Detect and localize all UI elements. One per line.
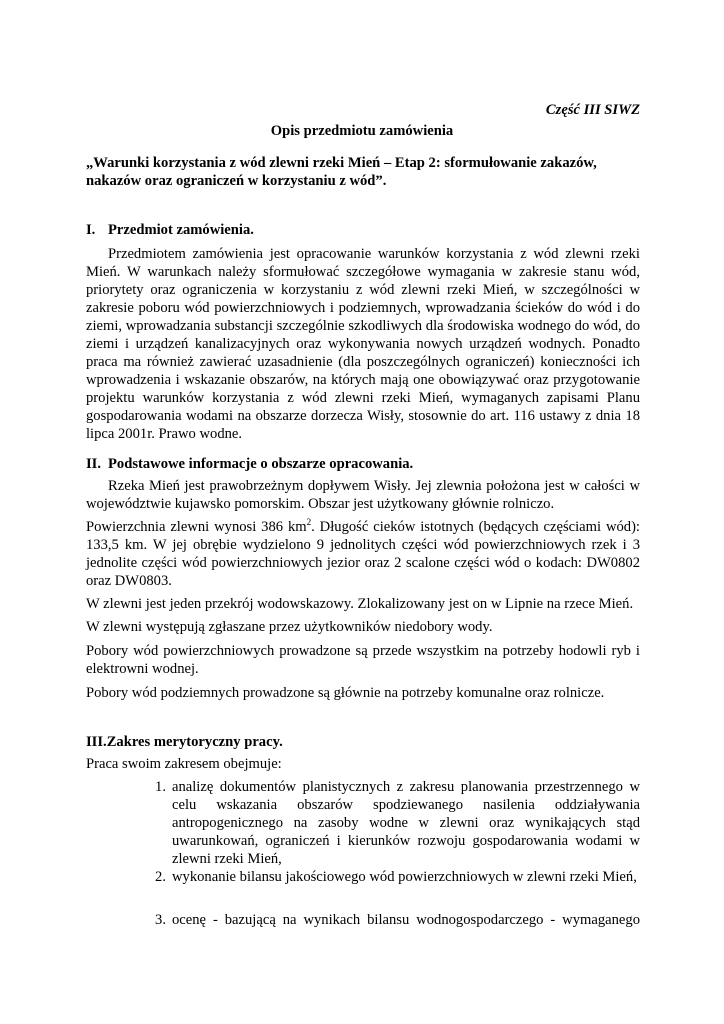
section-1-body: Przedmiotem zamówienia jest opracowanie warunków korzystania z wód zlewni rzeki Mień. W warunkach należy sformułować szczegółowe wymagania w zakresie stanu wód, priorytety oraz ograniczenia w korzystaniu z wód zlewni rzeki Mień, w szczególności w zakresie poboru wód powierzchniowych i podziemnych, wprowadzania ścieków do wód i do ziemi, wprowadzania substancji szczególnie szkodliwych dla środowiska wodnego do wód, do ziemi i urządzeń kanalizacyjnych oraz wykonywania nowych urządzeń wodnych. Ponadto praca ma również zawierać uzasadnienie (dla poszczególnych ograniczeń) konieczności ich wprowadzenia i wskazanie obszarów, na których mają one obowiązywać oraz przygotowanie projektu warunków korzystania z wód zlewni rzeki Mień, wymaganych zapisami Planu gospodarowania wodami na obszarze dorzecza Wisły, stosownie do art. 116 ustawy z dnia 18 lipca 2001r. Prawo wodne. <box>86 246 640 442</box>
section-3-title: Zakres merytoryczny pracy. <box>106 734 283 750</box>
list-item-number: 3. <box>155 912 166 928</box>
document-title: Opis przedmiotu zamówienia <box>270 123 454 139</box>
list-item <box>144 868 640 886</box>
section-2-paragraph-1: Rzeka Mień jest prawobrzeżnym dopływem Wisły. Jej zlewnia położona jest w całości w województwie kujawsko pomorskim. Obszar jest użytkowany głównie rolniczo. <box>86 478 640 512</box>
section-2-paragraph-4: W zlewni występują zgłaszane przez użytkowników niedobory wody. <box>86 619 493 635</box>
section-2-title: Podstawowe informacje o obszarze opracowania. <box>108 456 414 472</box>
section-2-number: II. <box>86 456 102 472</box>
list-item-text: wykonanie bilansu jakościowego wód powierzchniowych w zlewni rzeki Mień, <box>172 869 637 885</box>
section-2-heading <box>86 455 640 473</box>
list-item-number: 1. <box>155 779 166 795</box>
section-3-intro: Praca swoim zakresem obejmuje: <box>86 756 282 772</box>
section-3-heading <box>86 733 640 751</box>
list-item <box>144 911 640 929</box>
section-2-paragraph-3: W zlewni jest jeden przekrój wodowskazowy. Zlokalizowany jest on w Lipnie na rzece Mień. <box>86 596 634 612</box>
section-3-number: III. <box>86 734 107 750</box>
list-item-number: 2. <box>155 869 166 885</box>
area-text-rest: . Długość cieków istotnych (będących częściami wód): 133,5 km. W jej obrębie wydzielono 9 jednolitych części wód powierzchniowych rzek i 3 jednolite części wód powierzchniowych jezior oraz 2 scalone części wód o kodach: DW0802 oraz DW0803. <box>86 519 640 589</box>
list-item-text: ocenę - bazującą na wynikach bilansu wodnogospodarczego - wymaganego <box>172 912 640 928</box>
section-2-paragraph-2 <box>86 518 640 590</box>
list-item-text: analizę dokumentów planistycznych z zakresu planowania przestrzennego w celu wskazania obszarów spodziewanego nasilenia oddziaływania antropogenicznego na zasoby wodne w zlewni oraz wynikających stąd uwarunkowań, ograniczeń i kierunków rozwoju gospodarowania wodami w zlewni rzeki Mień, <box>172 779 640 867</box>
area-unit-superscript: 2 <box>306 517 312 528</box>
section-2-paragraph-5: Pobory wód powierzchniowych prowadzone są przede wszystkim na potrzeby hodowli ryb i elektrowni wodnej. <box>86 643 640 677</box>
area-text: Powierzchnia zlewni wynosi 386 km <box>86 519 307 535</box>
section-2-paragraph-6: Pobory wód podziemnych prowadzone są głównie na potrzeby komunalne oraz rolnicze. <box>86 685 605 701</box>
list-item <box>144 778 640 868</box>
section-1-number: I. <box>86 222 96 238</box>
section-1-title: Przedmiot zamówienia. <box>108 222 254 238</box>
project-title: „Warunki korzystania z wód zlewni rzeki Mień – Etap 2: sformułowanie zakazów, nakazów oraz ograniczeń w korzystaniu z wód”. <box>86 155 597 189</box>
part-label: Część III SIWZ <box>545 102 640 118</box>
section-1-heading <box>86 221 640 239</box>
